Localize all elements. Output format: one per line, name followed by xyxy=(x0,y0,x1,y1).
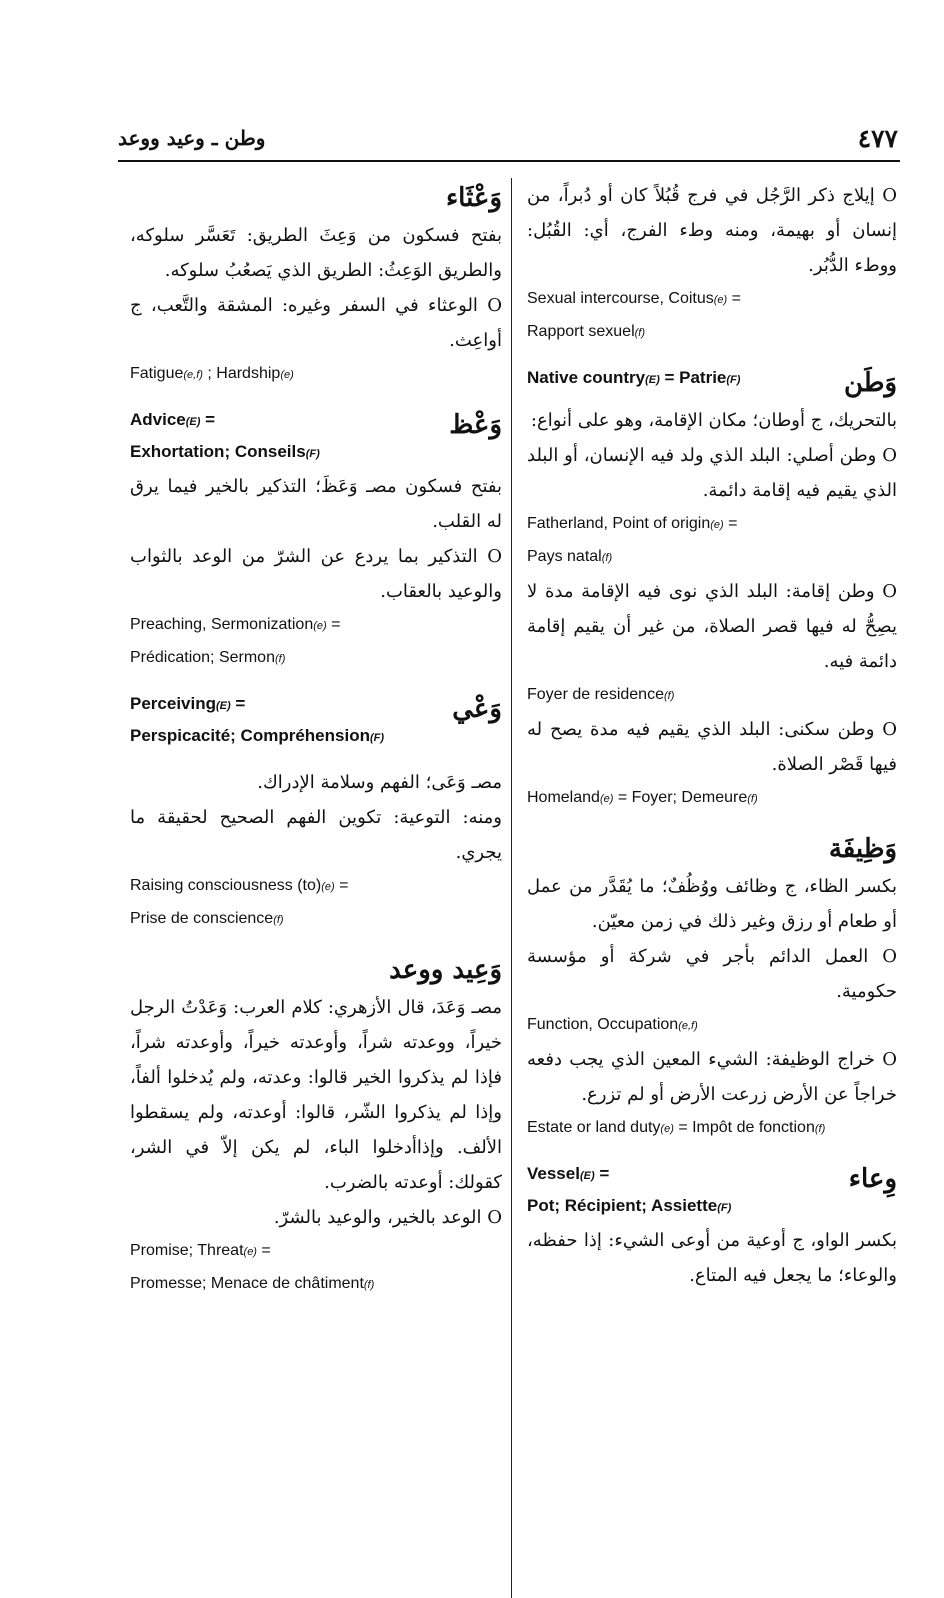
definition-text: O التذكير بما يردع عن الشرّ من الوعد بالثواب والوعيد بالعقاب. xyxy=(130,546,502,602)
english-translation: Sexual intercourse, Coitus(e) = xyxy=(527,290,742,307)
headword-translation: Vessel(E) = Pot; Récipient; Assiette(F) xyxy=(527,1164,732,1215)
english-translation: Fatherland, Point of origin(e) = xyxy=(527,515,738,532)
french-translation: Promesse; Menace de châtiment(f) xyxy=(130,1275,375,1292)
definition-text: بكسر الظاء، ج وظائف ووُظُفٌ؛ ما يُقَدَّر من عمل أو طعام أو رزق وغير ذلك في زمن معيّن. xyxy=(527,876,897,932)
definition-text: O الوعثاء في السفر وغيره: المشقة والتَّعب، ج أواعِث. xyxy=(130,295,502,351)
definition-text: بالتحريك، ج أوطان؛ مكان الإقامة، وهو على أنواع: xyxy=(530,410,897,431)
definition-text: مصـ وَعَى؛ الفهم وسلامة الإدراك. xyxy=(257,772,502,793)
headword-row xyxy=(527,1159,897,1223)
right-column xyxy=(527,178,897,1307)
headword-translation: Advice(E) = Exhortation; Conseils(F) xyxy=(130,410,320,461)
headword: وَعْظ xyxy=(449,410,502,440)
definition-text: O الوعد بالخير، والوعيد بالشرّ. xyxy=(273,1207,502,1228)
definition-text: بكسر الواو، ج أوعية من أوعى الشيء: إذا حفظه، والوعاء؛ ما يجعل فيه المتاع. xyxy=(527,1230,897,1286)
definition-text: O العمل الدائم بأجر في شركة أو مؤسسة حكومية. xyxy=(527,946,897,1002)
headword: وَعْي xyxy=(452,694,502,724)
headword: وِعاء xyxy=(848,1164,897,1194)
translation: Fatigue(e,f) ; Hardship(e) xyxy=(130,365,294,382)
headword-translation: Perceiving(E) = Perspicacité; Compréhension(F) xyxy=(130,694,385,745)
header-rule xyxy=(118,160,900,162)
left-column xyxy=(130,178,502,1315)
definition-text: O وطن إقامة: البلد الذي نوى فيه الإقامة مدة لا يصِحُّ له فيها قصر الصلاة، من غير أن يقيم إقامة دائمة فيه. xyxy=(527,581,897,672)
headword-row xyxy=(130,689,502,753)
translation: Function, Occupation(e,f) xyxy=(527,1016,698,1033)
page-number: ٤٧٧ xyxy=(857,124,898,153)
headword: وَعِيد ووعد xyxy=(389,955,502,985)
entry-ilaj xyxy=(527,178,897,349)
running-head: وطن ـ وعيد ووعد xyxy=(118,126,266,150)
headword-translation: Native country(E) = Patrie(F) xyxy=(527,368,741,387)
french-translation: Rapport sexuel(f) xyxy=(527,323,646,340)
definition-text: مصـ وَعَدَ، قال الأزهري: كلام العرب: وَعَدْتُ الرجل خيراً، ووعدته شراً، وأوعدته خيراً، وأوعدته شراً، فإذا لم يذكروا الخير قالوا: وعدته، ولم يُدخلوا ألفاً، وإذا لم يذكروا الشّر، قالوا: أوعدته، ولم يسقطوا الألف. وإذاأدخلوا الباء، لم يكن إلاّ في الشر، كقولك: أوعدته بالضرب. xyxy=(130,997,502,1193)
french-translation: Prédication; Sermon(f) xyxy=(130,649,286,666)
entry-wai xyxy=(130,689,502,936)
definition-text: O وطن أصلي: البلد الذي ولد فيه الإنسان، أو البلد الذي يقيم فيه إقامة دائمة. xyxy=(527,445,897,501)
headword: وَطَن xyxy=(843,368,897,398)
entry-wazifa xyxy=(527,829,897,1145)
translation: Estate or land duty(e) = Impôt de fonction(f) xyxy=(527,1119,826,1136)
definition-text: O خراج الوظيفة: الشيء المعين الذي يجب دفعه خراجاً عن الأرض زرعت الأرض أو لم تزرع. xyxy=(527,1049,897,1105)
english-translation: Promise; Threat(e) = xyxy=(130,1242,271,1259)
entry-waaz xyxy=(130,405,502,675)
french-translation: Pays natal(f) xyxy=(527,548,613,565)
entry-waid xyxy=(130,950,502,1301)
definition-text: بفتح فسكون من وَعِثَ الطريق: تَعَسَّر سلوكه، والطريق الوَعِثُ: الطريق الذي يَصعُبُ سلوكه. xyxy=(130,225,502,281)
headword-row xyxy=(527,363,897,403)
entry-watan xyxy=(527,363,897,815)
headword-row xyxy=(130,405,502,469)
definition-text: O إيلاج ذكر الرَّجُل في فرج قُبُلاً كان أو دُبراً، من إنسان أو بهيمة، ومنه وطء الفرج، أي: القُبُل: ووطء الدُّبُر. xyxy=(527,185,897,276)
headword: وَعْثَاء xyxy=(445,183,502,213)
entry-wathaa xyxy=(130,178,502,391)
definition-text: ومنه: التوعية: تكوين الفهم الصحيح لحقيقة ما يجري. xyxy=(130,807,502,863)
translation: Homeland(e) = Foyer; Demeure(f) xyxy=(527,789,758,806)
french-translation: Prise de conscience(f) xyxy=(130,910,284,927)
entry-wiaa xyxy=(527,1159,897,1293)
english-translation: Preaching, Sermonization(e) = xyxy=(130,616,341,633)
french-translation: Foyer de residence(f) xyxy=(527,686,675,703)
definition-text: بفتح فسكون مصـ وَعَظَ؛ التذكير بالخير فيما يرق له القلب. xyxy=(130,476,502,532)
page-header xyxy=(118,118,898,158)
headword: وَظِيفَة xyxy=(828,834,897,864)
column-divider xyxy=(511,178,512,1598)
english-translation: Raising consciousness (to)(e) = xyxy=(130,877,349,894)
definition-text: O وطن سكنى: البلد الذي يقيم فيه مدة يصح له فيها قَصْر الصلاة. xyxy=(527,719,897,775)
